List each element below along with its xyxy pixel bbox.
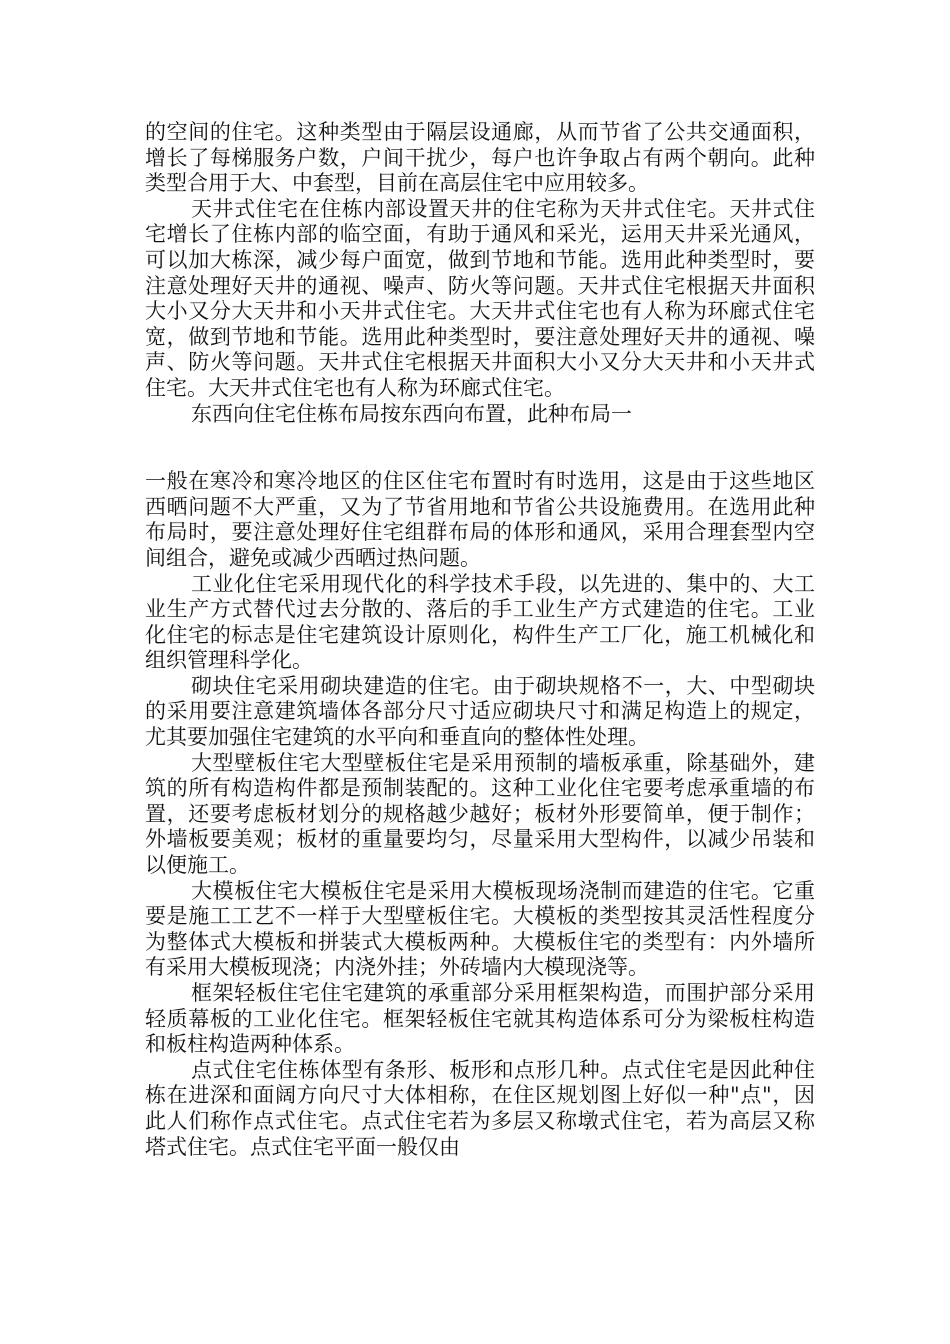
paragraph-large-panel-housing: 大型壁板住宅大型壁板住宅是采用预制的墙板承重，除基础外，建筑的所有构造构件都是预制装配的。这种工业化住宅要考虑承重墙的布置，还要考虑板材划分的规格越少越好；板材外形要简单，便于制作；外墙板要美观；板材的重量要均匀，尽量采用大型构件，以减少吊装和以便施工。	[145, 750, 815, 878]
paragraph-industrialized-housing: 工业化住宅采用现代化的科学技术手段，以先进的、集中的、大工业生产方式替代过去分散的、落后的手工业生产方式建造的住宅。工业化住宅的标志是住宅建筑设计原则化，构件生产工厂化，施工机械化和组织管理科学化。	[145, 571, 815, 673]
page-break-gap	[145, 427, 815, 469]
paragraph-frame-light-panel-housing: 框架轻板住宅住宅建筑的承重部分采用框架构造，而围护部分采用轻质幕板的工业化住宅。框架轻板住宅就其构造体系可分为梁板柱构造和板柱构造两种体系。	[145, 981, 815, 1057]
paragraph-east-west-continuation: 一般在寒冷和寒冷地区的住区住宅布置时有时选用，这是由于这些地区西晒问题不大严重，又为了节省用地和节省公共设施费用。在选用此种布局时，要注意处理好住宅组群布局的体形和通风，采用合理套型内空间组合，避免或减少西晒过热问题。	[145, 469, 815, 570]
paragraph-block-housing: 砌块住宅采用砌块建造的住宅。由于砌块规格不一，大、中型砌块的采用要注意建筑墙体各部分尺寸适应砌块尺寸和满足构造上的规定，尤其要加强住宅建筑的水平向和垂直向的整体性处理。	[145, 673, 815, 750]
paragraph-point-housing: 点式住宅住栋体型有条形、板形和点形几种。点式住宅是因此种住栋在进深和面阔方向尺寸大体相称，在住区规划图上好似一种"点"，因此人们称作点式住宅。点式住宅若为多层又称墩式住宅，若为高层又称塔式住宅。点式住宅平面一般仅由	[145, 1057, 815, 1159]
paragraph-east-west-housing: 东西向住宅住栋布局按东西向布置，此种布局一	[191, 401, 632, 426]
paragraph-courtyard-housing: 天井式住宅在住栋内部设置天井的住宅称为天井式住宅。天井式住宅增长了住栋内部的临空面，有助于通风和采光，运用天井采光通风，可以加大栋深，减少每户面宽，做到节地和节能。选用此种类型时，要注意处理好天井的通视、噪声、防火等问题。天井式住宅根据天井面积大小又分大天井和小天井式住宅。大天井式住宅也有人称为环廊式住宅宽，做到节地和节能。选用此种类型时，要注意处理好天井的通视、噪声、防火等问题。天井式住宅根据天井面积大小又分大天井和小天井式住宅。大天井式住宅也有人称为环廊式住宅。	[145, 196, 815, 400]
paragraph-large-formwork-housing: 大模板住宅大模板住宅是采用大模板现场浇制而建造的住宅。它重要是施工工艺不一样于大型壁板住宅。大模板的类型按其灵活性程度分为整体式大模板和拼装式大模板两种。大模板住宅的类型有：内外墙所有采用大模板现浇；内浇外挂；外砖墙内大模现浇等。	[145, 878, 815, 980]
paragraph-corridor-continuation: 的空间的住宅。这种类型由于隔层设通廊，从而节省了公共交通面积，增长了每梯服务户数，户间干扰少，每户也许争取占有两个朝向。此种类型合用于大、中套型，目前在高层住宅中应用较多。	[145, 120, 815, 196]
document-body	[145, 120, 815, 1160]
